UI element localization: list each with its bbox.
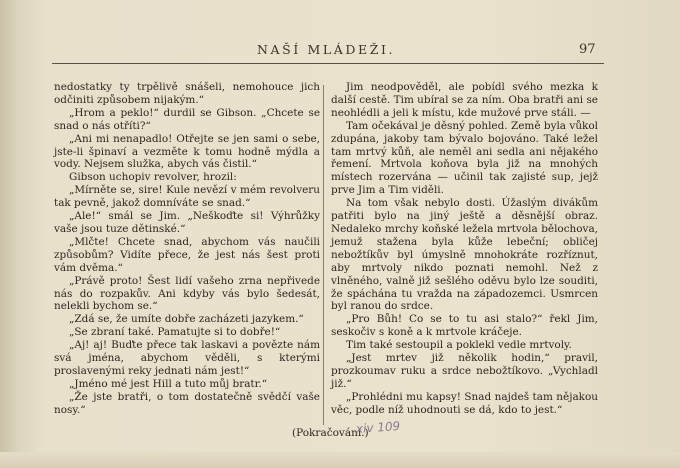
paragraph: „Jméno mé jest Hill a tuto můj bratr.“ (69, 377, 268, 390)
continuation-note: (Pokračování.) (292, 427, 369, 439)
paragraph: Tam očekával je děsný pohled. Země byla vůkol zdupána, jakoby tam bývalo bojováno. Také ležel tam mrtvý kůň, ale neměl ani sedla ani nějakého řemení. Mrtvola koňova byla již na mnohých místech rozervána — učinil tak zajisté sup, jejž prve Jim a Tim viděli. (331, 119, 598, 197)
paragraph: Gibson uchopiv revolver, hrozil: (69, 171, 237, 184)
page-number: 97 (579, 42, 596, 57)
column-divider (323, 85, 324, 425)
paragraph: Na tom však nebylo dosti. Úžaslým divákům patřiti bylo na jiný ještě a děsnější obraz. Nedaleko mrchy koňské ležela mrtvola bělochova, jemuž stažena byla kůže lebeční; obličej nebožtíkův byl úmyslně mnohokráte rozříznut, aby mrtvoly nikdo poznati nemohl. Než z vlněného, valně již sešlého oděvu bylo lze souditi, že spáchána tu vražda na západozemci. Usmrcen byl ranou do srdce. (331, 197, 598, 313)
paragraph: „Jest mrtev již několik hodin,“ pravil, prozkoumav ruku a srdce nebožtíkovo. „Vychladl již.“ (331, 352, 598, 390)
paragraph: „Aj! aj! Buďte přece tak laskavi a povězte nám svá jména, abychom věděli, s kterými proslavenými reky jednati nám jest!“ (54, 339, 320, 377)
paragraph: „Pro Bůh! Co se to tu asi stalo?“ řekl Jim, seskočiv s koně a k mrtvole kráčeje. (331, 313, 598, 339)
paragraph: „Právě proto! Šest lidí vašeho zrna nepřivede nás do rozpakův. Ani kdyby vás bylo šedesát, nelekli bychom se.“ (54, 274, 320, 313)
paragraph: nedostatky ty trpělivě snášeli, nemohouce jich odčiniti způsobem nijakým.“ (54, 81, 320, 106)
paragraph: „Ani mi nenapadlo! Otřejte se jen sami o sebe, jste-li špinaví a vezměte k tomu hodně mýdla a vody. Nejsem služka, abych vás čistil.“ (54, 132, 320, 171)
handwritten-annotation: xiv 109 (355, 418, 401, 436)
paragraph: Tim také sestoupil a poklekl vedle mrtvoly. (346, 339, 572, 352)
paragraph: „Hrom a peklo!“ durdil se Gibson. „Chcete se snad o nás otříti?“ (54, 106, 320, 132)
paragraph: Jim neodpověděl, ale pobídl svého mezka k další cestě. Tim ubíral se za ním. Oba bratři ani se neohlédli a jeli k místu, kde mužové prve stáli. — (331, 81, 598, 119)
page-bottom-edge (0, 452, 680, 468)
right-column (331, 81, 598, 417)
paragraph: „Zdá se, že umíte dobře zacházeti jazykem.“ (69, 313, 304, 326)
paragraph: „Ale!“ smál se Jim. „Neškoďte si! Výhrůžky vaše jsou tuze dětinské.“ (54, 210, 320, 235)
paragraph: „Mírněte se, sire! Kule nevězí v mém revolveru tak pevně, jakož domníváte se snad.“ (54, 184, 320, 210)
header-rule (52, 63, 604, 64)
running-title: NAŠÍ MLÁDEŽI. (257, 42, 396, 57)
paragraph: „Se zbraní také. Pamatujte si to dobře!“ (69, 326, 281, 339)
paragraph: „Mlčte! Chcete snad, abychom vás naučili způsobům? Vidíte přece, že jest nás šest proti vám dvěma.“ (54, 235, 320, 274)
left-column (54, 81, 320, 417)
paragraph: „Prohlédni mu kapsy! Snad najdeš tam nějakou věc, podle níž uhodnouti se dá, kdo to jest.“ (331, 390, 598, 416)
running-header (0, 40, 680, 60)
paragraph: „Že jste bratři, o tom dostatečně svědčí vaše nosy.“ (54, 390, 320, 416)
